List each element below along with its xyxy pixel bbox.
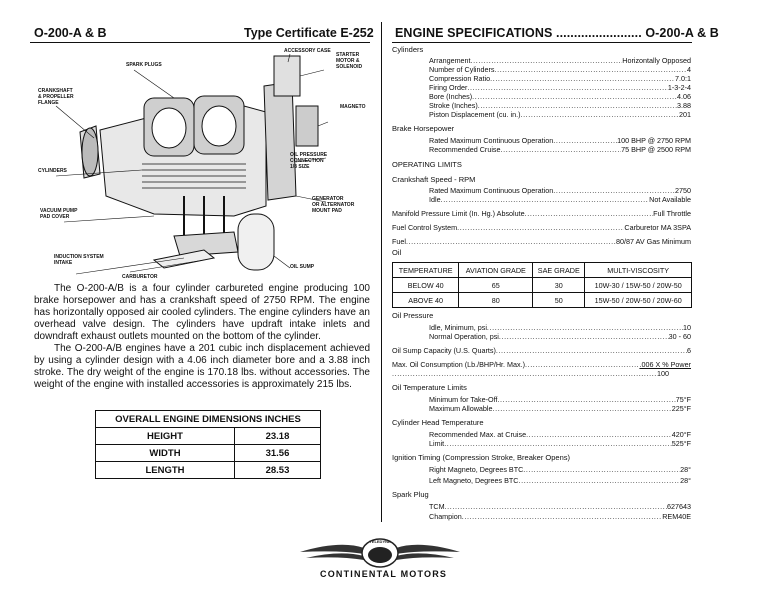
spec-label: Number of Cylinders bbox=[429, 65, 495, 74]
spec-label: Oil Sump Capacity (U.S. Quarts) bbox=[392, 346, 496, 355]
column-header: AVIATION GRADE bbox=[459, 263, 533, 278]
spec-row bbox=[392, 346, 691, 355]
spec-label: Manifold Pressure Limit (In. Hg.) Absolute bbox=[392, 209, 525, 218]
spec-label: Champion bbox=[429, 512, 462, 521]
spec-label: Recommended Cruise bbox=[429, 145, 501, 154]
label-oil-pressure-3: 1/8 SIZE bbox=[290, 164, 310, 170]
spec-label: Limit bbox=[429, 439, 445, 448]
label-generator-1: GENERATOR bbox=[312, 196, 344, 202]
teledyne-text: TELEDYNE bbox=[369, 539, 391, 544]
table-row bbox=[393, 278, 692, 293]
spec-row bbox=[429, 395, 691, 404]
label-accessory-case: ACCESSORY CASE bbox=[284, 48, 331, 54]
type-certificate: Type Certificate E-252 bbox=[244, 26, 374, 40]
label-oil-pressure-1: OIL PRESSURE bbox=[290, 152, 328, 158]
operating-limits-heading: OPERATING LIMITS bbox=[392, 160, 462, 169]
spec-label: Bore (Inches) bbox=[429, 92, 473, 101]
spec-value: 30 - 60 bbox=[668, 332, 691, 341]
spec-value: 3.88 bbox=[677, 101, 691, 110]
description-paragraph-1 bbox=[34, 283, 370, 343]
spec-label: Stroke (Inches) bbox=[429, 101, 478, 110]
spec-row bbox=[429, 65, 691, 74]
table-row bbox=[393, 293, 692, 308]
label-vacuum-2: PAD COVER bbox=[40, 214, 70, 220]
bhp-heading: Brake Horsepower bbox=[392, 124, 455, 133]
table-cell: 80 bbox=[459, 293, 533, 308]
spec-row bbox=[429, 74, 691, 83]
label-spark-plugs: SPARK PLUGS bbox=[126, 62, 162, 68]
spec-row bbox=[429, 404, 691, 413]
spec-row bbox=[392, 223, 691, 232]
cylinders-heading: Cylinders bbox=[392, 45, 424, 54]
spec-label: Rated Maximum Continuous Operation bbox=[429, 186, 554, 195]
table-cell: BELOW 40 bbox=[393, 278, 459, 293]
dimensions-title: OVERALL ENGINE DIMENSIONS INCHES bbox=[96, 411, 321, 428]
dimensions-table bbox=[95, 410, 321, 479]
label-starter-1: STARTER bbox=[336, 52, 360, 58]
spark-heading: Spark Plug bbox=[392, 490, 429, 499]
spec-row bbox=[429, 83, 691, 92]
dimension-value: 28.53 bbox=[234, 462, 320, 479]
table-row bbox=[96, 445, 321, 462]
label-generator-2: OR ALTERNATOR bbox=[312, 202, 355, 208]
spec-value: .006 X % Power bbox=[639, 360, 691, 369]
spec-label: Fuel Control System bbox=[392, 223, 458, 232]
label-starter-2: MOTOR & bbox=[336, 58, 360, 64]
label-crankshaft-1: CRANKSHAFT bbox=[38, 88, 73, 94]
spec-value: Carburetor MA 3SPA bbox=[624, 223, 691, 232]
spec-row bbox=[429, 136, 691, 145]
table-cell: 65 bbox=[459, 278, 533, 293]
column-header: SAE GRADE bbox=[533, 263, 585, 278]
spec-value: 2750 bbox=[675, 186, 691, 195]
spec-label: Idle bbox=[429, 195, 441, 204]
column-header: TEMPERATURE bbox=[393, 263, 459, 278]
label-induction-2: INTAKE bbox=[54, 260, 73, 266]
label-starter-3: SOLENOID bbox=[336, 64, 363, 70]
ignition-heading: Ignition Timing (Compression Stroke, Breaker Opens) bbox=[392, 453, 570, 462]
oil-temp-heading: Oil Temperature Limits bbox=[392, 383, 467, 392]
left-title: O-200-A & B bbox=[34, 26, 107, 40]
description-text-1: The O-200-A/B is a four cylinder carbureted engine producing 100 brake horsepower and has a crankshaft speed of 2750 RPM. The engine has horizontally opposed air cooled cylinders. The engine cylinders have an overhead valve design. The cylinders have updraft intake inlets and downdraft exhaust outlets mounted on the bottom of the cylinder. bbox=[34, 283, 370, 342]
table-cell: ABOVE 40 bbox=[393, 293, 459, 308]
table-row bbox=[96, 462, 321, 479]
label-magneto: MAGNETO bbox=[340, 104, 366, 110]
spec-row bbox=[392, 360, 691, 369]
spec-row bbox=[429, 332, 691, 341]
spec-value: 80/87 AV Gas Minimum bbox=[616, 237, 691, 246]
right-rule bbox=[392, 42, 692, 43]
engine-diagram bbox=[34, 46, 374, 286]
spec-value: 100 bbox=[657, 369, 669, 378]
spec-value: 1-3-2-4 bbox=[667, 83, 691, 92]
spec-value: 4.06 bbox=[677, 92, 691, 101]
spec-row bbox=[429, 110, 691, 119]
spec-label: Max. Oil Consumption (Lb./BHP/Hr. Max.) bbox=[392, 360, 526, 369]
spec-value: Horizontally Opposed bbox=[622, 56, 691, 65]
crank-heading: Crankshaft Speed - RPM bbox=[392, 175, 476, 184]
left-rule bbox=[30, 42, 370, 43]
label-crankshaft-3: FLANGE bbox=[38, 100, 59, 106]
spec-label: Normal Operation, psi bbox=[429, 332, 499, 341]
dimension-value: 23.18 bbox=[234, 428, 320, 445]
spec-value: 100 BHP @ 2750 RPM bbox=[617, 136, 691, 145]
spec-row bbox=[429, 92, 691, 101]
oil-grade-table bbox=[392, 262, 692, 308]
spec-row bbox=[429, 186, 691, 195]
table-cell: 50 bbox=[533, 293, 585, 308]
spec-label: Arrangement bbox=[429, 56, 471, 65]
spec-label: Maximum Allowable bbox=[429, 404, 493, 413]
label-crankshaft-2: & PROPELLER bbox=[38, 94, 74, 100]
spec-row bbox=[429, 465, 691, 474]
spec-label: Compression Ratio bbox=[429, 74, 491, 83]
dimension-label: WIDTH bbox=[96, 445, 235, 462]
spec-label: Firing Order bbox=[429, 83, 468, 92]
spec-row bbox=[429, 502, 691, 511]
spec-value: Not Available bbox=[649, 195, 691, 204]
spec-label: Minimum for Take-Off bbox=[429, 395, 498, 404]
spec-row bbox=[429, 101, 691, 110]
oil-label: Oil bbox=[392, 248, 402, 257]
table-cell: 30 bbox=[533, 278, 585, 293]
description-paragraph-2 bbox=[34, 343, 370, 391]
spec-row bbox=[429, 56, 691, 65]
oil-pressure-heading: Oil Pressure bbox=[392, 311, 434, 320]
spec-value: 201 bbox=[679, 110, 691, 119]
spec-row bbox=[429, 430, 691, 439]
brand-name: CONTINENTAL MOTORS bbox=[320, 569, 448, 579]
spec-value: 75°F bbox=[675, 395, 691, 404]
spec-value: Full Throttle bbox=[653, 209, 691, 218]
spec-row bbox=[392, 209, 691, 218]
spec-value: 6 bbox=[687, 346, 691, 355]
spec-row bbox=[392, 369, 691, 378]
spec-value: 7.0:1 bbox=[675, 74, 691, 83]
spec-row bbox=[392, 237, 691, 246]
spec-row bbox=[429, 439, 691, 448]
table-row bbox=[96, 428, 321, 445]
spec-row bbox=[429, 145, 691, 154]
spec-row bbox=[429, 476, 691, 485]
cht-heading: Cylinder Head Temperature bbox=[392, 418, 484, 427]
description-text-2: The O-200-A/B engines have a 201 cubic inch displacement achieved by using a cylinder design with a 4.06 inch diameter bore and a 3.88 inch stroke. The dry weight of the engine is 170.18 lbs. without accessories. The weight of the engine with installed accessories is approximately 215 lbs. bbox=[34, 343, 370, 390]
spec-row bbox=[429, 512, 691, 521]
table-cell: 10W-30 / 15W-50 / 20W-50 bbox=[585, 278, 692, 293]
label-cylinders: CYLINDERS bbox=[38, 168, 67, 174]
label-generator-3: MOUNT PAD bbox=[312, 208, 342, 214]
spec-label: Idle, Minimum, psi bbox=[429, 323, 487, 332]
label-vacuum-1: VACUUM PUMP bbox=[40, 208, 78, 214]
spec-value: REM40E bbox=[662, 512, 691, 521]
label-oil-pressure-2: CONNECTION bbox=[290, 158, 324, 164]
spec-row bbox=[429, 195, 691, 204]
spec-label: Rated Maximum Continuous Operation bbox=[429, 136, 554, 145]
spec-value: 28° bbox=[680, 465, 691, 474]
label-oil-sump: OIL SUMP bbox=[290, 264, 315, 270]
column-header: MULTI-VISCOSITY bbox=[585, 263, 692, 278]
continental-wings-logo bbox=[300, 536, 460, 570]
dimension-value: 31.56 bbox=[234, 445, 320, 462]
spec-value: 525°F bbox=[671, 439, 691, 448]
spec-label: Right Magneto, Degrees BTC bbox=[429, 465, 524, 474]
spec-title: ENGINE SPECIFICATIONS ........................ O-200-A & B bbox=[395, 26, 719, 40]
table-cell: 15W-50 / 20W-50 / 20W-60 bbox=[585, 293, 692, 308]
spec-value: 4 bbox=[687, 65, 691, 74]
spec-row bbox=[429, 323, 691, 332]
label-induction-1: INDUCTION SYSTEM bbox=[54, 254, 104, 260]
spec-label: Piston Displacement (cu. in.) bbox=[429, 110, 521, 119]
spec-value: 28° bbox=[680, 476, 691, 485]
spec-value: 10 bbox=[683, 323, 691, 332]
dimension-label: HEIGHT bbox=[96, 428, 235, 445]
table-header-row bbox=[393, 263, 692, 278]
spec-value: 420°F bbox=[671, 430, 691, 439]
dimension-label: LENGTH bbox=[96, 462, 235, 479]
spec-value: 75 BHP @ 2500 RPM bbox=[621, 145, 691, 154]
spec-label: TCM bbox=[429, 502, 445, 511]
label-carburetor: CARBURETOR bbox=[122, 274, 158, 280]
spec-value: 225°F bbox=[671, 404, 691, 413]
spec-label: Fuel bbox=[392, 237, 406, 246]
spec-label: Recommended Max. at Cruise bbox=[429, 430, 527, 439]
spec-label: Left Magneto, Degrees BTC bbox=[429, 476, 519, 485]
column-divider bbox=[381, 22, 382, 522]
spec-value: 627643 bbox=[667, 502, 691, 511]
